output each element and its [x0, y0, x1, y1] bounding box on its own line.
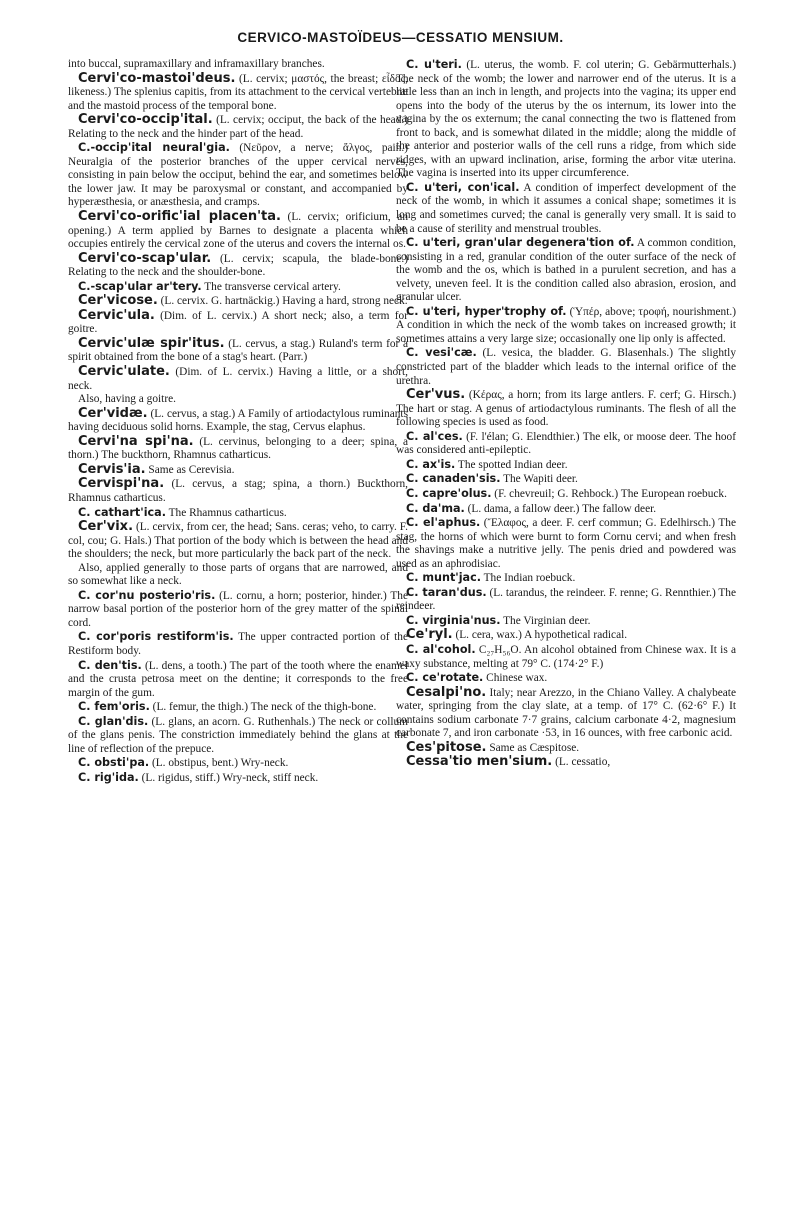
entry-definition: (Κέρας, a horn; from its large antlers. F. cerf; G. Hirsch.) The hart or stag. A genus of artiodactylous ruminants. The flesh of all the following species is used as food.: [396, 389, 736, 429]
dictionary-entry: [68, 407, 408, 435]
dictionary-entry: [396, 586, 736, 614]
entry-definition: (F. chevreuil; G. Rehbock.) The European roebuck.: [491, 487, 727, 500]
entry-headword: Cervispi'na.: [78, 476, 165, 492]
entry-definition: Italy; near Arezzo, in the Chiano Valley. A chalybeate water, springing from the clay slate, at a temp. of 17° C. (62·6° F.) It contains sodium carbonate 7·7 grains, calcium carbonate 4·2, magnesium carbonate 7, and iron carbonate ·53, in 16 ounces, with free carbonic acid.: [396, 686, 736, 740]
entry-definition: (L. vesica, the bladder. G. Blasenhals.) The slightly constricted part of the bladder which leads to the internal orifice of the urethra.: [396, 347, 736, 387]
dictionary-entry: [396, 755, 736, 770]
entry-definition: Also, applied generally to those parts of organs that are narrowed, and so somewhat like a neck.: [68, 561, 408, 588]
entry-definition: The Wapiti deer.: [500, 473, 578, 486]
entry-headword: C. capre'olus.: [406, 486, 492, 500]
entry-definition: (Ἔλαφος, a deer. F. cerf commun; G. Edelhirsch.) The stag, the horns of which were burnt to form Cornu cervi; and when fresh the shavings make a nutritive jelly. The penis dried and powdered was used as an aphrodisiac.: [396, 517, 736, 570]
entry-definition: (L. rigidus, stiff.) Wry-neck, stiff neck.: [138, 771, 319, 784]
entry-definition: (Ὑπέρ, above; τροφή, nourishment.) A condition in which the neck of the womb takes on increased growth; it sometimes attains a very large size; occasionally one lip only is affected.: [396, 305, 736, 345]
dictionary-entry: [68, 294, 408, 309]
entry-definition: (Dim. of L. cervix.) A short neck; also, a term for goitre.: [68, 309, 408, 336]
left-column: [68, 58, 408, 785]
entry-headword: C. obsti'pa.: [78, 756, 150, 770]
dictionary-entry: [396, 671, 736, 686]
entry-definition: The spotted Indian deer.: [455, 458, 568, 471]
entry-headword: C.-occip'ital neural'gia.: [78, 141, 230, 155]
entry-definition: Also, having a goitre.: [78, 393, 176, 406]
dictionary-entry: [68, 506, 408, 521]
dictionary-entry: [68, 715, 408, 757]
entry-definition: (L. dens, a tooth.) The part of the tooth where the enamel and the crusta petrosa meet on the dentine; it corresponds to the free margin of the gum.: [68, 659, 409, 699]
entry-headword: Cer'vus.: [406, 387, 466, 403]
dictionary-entry: [396, 628, 736, 643]
entry-headword: Cervi'na spi'na.: [78, 433, 194, 449]
entry-definition: (L. glans, an acorn. G. Ruthenhals.) The neck or collum of the glans penis. The constriction immediately behind the glans at the line of reflection of the prepuce.: [68, 715, 409, 755]
entry-definition: into buccal, supramaxillary and inframaxillary branches.: [68, 58, 325, 70]
entry-definition: (L. dama, a fallow deer.) The fallow deer.: [464, 502, 657, 515]
dictionary-entry: [68, 337, 408, 365]
entry-definition: A condition of imperfect development of the neck of the womb, in which it assumes a conical shape; sometimes it is long and sometimes curved; the canal is generally very small. It is said to be a cause of sterility and menstrual troubles.: [396, 181, 736, 235]
dictionary-entry: [68, 309, 408, 337]
dictionary-entry: [396, 516, 736, 571]
entry-headword: Cervi'co-mastoi'deus.: [78, 70, 236, 86]
dictionary-entry: [396, 686, 736, 741]
dictionary-entry: [68, 58, 408, 72]
dictionary-entry: [68, 210, 408, 252]
dictionary-entry: [68, 589, 408, 631]
entry-headword: C. da'ma.: [406, 501, 465, 515]
entry-definition: (L. cervix; scapula, the blade-bone.) Relating to the neck and the shoulder-bone.: [68, 252, 408, 279]
entry-headword: C. u'teri, gran'ular degenera'tion of.: [406, 236, 635, 250]
entry-headword: Cervic'ulate.: [78, 364, 170, 380]
dictionary-entry: [68, 72, 408, 114]
entry-definition: (Dim. of L. cervix.) Having a little, or a short, neck.: [68, 366, 408, 392]
entry-definition: (L. tarandus, the reindeer. F. renne; G. Rennthier.) The reindeer.: [396, 586, 737, 613]
right-column: [396, 58, 736, 770]
entry-headword: C. fem'oris.: [78, 700, 150, 714]
entry-headword: C. canaden'sis.: [406, 472, 501, 486]
entry-definition: (L. cervus, a stag.) Ruland's term for a spirit obtained from the bone of a stag's heart. (Parr.): [68, 337, 408, 364]
dictionary-entry: [68, 463, 408, 478]
entry-definition: The upper contracted portion of the Restiform body.: [68, 631, 409, 657]
entry-definition: (L. cervix; μαστός, the breast; εἶδος, likeness.) The splenius capitis, from its attachment to the cervical vertebræ and the mastoid process of the temporal bone.: [68, 72, 408, 112]
entry-headword: Cervis'ia.: [78, 461, 146, 477]
entry-definition: (F. l'élan; G. Elendthier.) The elk, or moose deer. The hoof was considered anti-epileptic.: [396, 430, 736, 457]
entry-headword: Cer'vicose.: [78, 293, 158, 309]
entry-definition: The Indian roebuck.: [480, 572, 576, 585]
entry-headword: Cer'vidæ.: [78, 405, 148, 421]
entry-definition: The Virginian deer.: [500, 614, 591, 627]
entry-headword: C. u'teri, con'ical.: [406, 180, 520, 194]
entry-headword: C. u'teri, hyper'trophy of.: [406, 304, 567, 318]
dictionary-entry: [68, 520, 408, 562]
entry-definition: (L. femur, the thigh.) The neck of the thigh-bone.: [149, 701, 377, 714]
entry-headword: Cer'vix.: [78, 519, 134, 535]
dictionary-entry: [396, 430, 736, 458]
entry-headword: C. den'tis.: [78, 658, 142, 672]
entry-headword: Cervi'co-orific'ial placen'ta.: [78, 209, 281, 225]
entry-headword: C. ce'rotate.: [406, 671, 484, 685]
entry-definition: (L. cervus, a stag.) A Family of artiodactylous ruminants having deciduous solid horns. Example, the stag, Cervus elaphus.: [68, 407, 408, 434]
dictionary-entry: [396, 346, 736, 388]
dictionary-entry: [396, 58, 736, 181]
dictionary-entry: [68, 365, 408, 393]
dictionary-entry: [396, 472, 736, 487]
entry-headword: C. al'cohol.: [406, 642, 476, 656]
entry-definition: (L. cervix, from cer, the head; Sans. ceras; veho, to carry. F. col, cou; G. Hals.) That portion of the body which is between the head and the shoulders; the neck, but more particularly the back part of the neck.: [68, 521, 408, 561]
entry-headword: C. el'aphus.: [406, 516, 481, 530]
dictionary-entry: [396, 305, 736, 347]
entry-definition: The transverse cervical artery.: [201, 280, 341, 293]
dictionary-entry: [396, 614, 736, 629]
entry-headword: C. taran'dus.: [406, 585, 487, 599]
entry-headword: C. cathart'ica.: [78, 505, 166, 519]
entry-headword: C.-scap'ular ar'tery.: [78, 279, 202, 293]
entry-definition: Same as Cæspitose.: [486, 741, 580, 754]
entry-definition: (L. uterus, the womb. F. col uterin; G. Gebärmutterhals.) The neck of the womb; the lower and narrower end of the uterus. It is a little less than an inch in length, and projects into the vagina; its upper end opens into the body of the uterus by the os internum, its lower into the vagina by the os externum; the canal connecting the two is flattened from front to back, and is somewhat dilated in the middle; along the middle of the anterior and posterior walls of the cell runs a ridge, from which side ridges, with an upward inclination, arise, forming the arbor vitæ uterina. The vagina is inserted into its upper circumference.: [396, 59, 736, 180]
entry-definition: (L. cervus, a stag; spina, a thorn.) Buckthorn, Rhamnus catharticus.: [68, 478, 408, 504]
entry-headword: C. ax'is.: [406, 457, 456, 471]
entry-definition: Same as Cerevisia.: [145, 463, 235, 476]
entry-definition: (L. cera, wax.) A hypothetical radical.: [452, 629, 628, 642]
entry-definition: (Νεῦρον, a nerve; ἄλγος, pain.) Neuralgia of the posterior branches of the upper cervical nerves, consisting in pain below the occiput, behind the ear, and sometimes below the lower jaw. It may be paroxysmal or constant, and accompanied by hyperæsthesia, or anæsthesia, and cramps.: [68, 142, 408, 209]
entry-headword: C. u'teri.: [406, 58, 462, 71]
dictionary-entry: [396, 236, 736, 305]
dictionary-entry: [68, 280, 408, 295]
entry-definition: (L. cervix; orificium, an opening.) A term applied by Barnes to designate a placenta which occupies entirely the cervical zone of the uterus and covers the internal os.: [68, 211, 408, 251]
entry-headword: Cervi'co-scap'ular.: [78, 250, 212, 266]
dictionary-entry: [68, 771, 408, 786]
dictionary-entry: [68, 477, 408, 505]
entry-definition: (L. cervix; occiput, the back of the head.) Relating to the neck and the hinder part of the head.: [68, 114, 408, 140]
dictionary-entry: [68, 435, 408, 463]
entry-definition: (L. obstipus, bent.) Wry-neck.: [149, 757, 289, 770]
dictionary-entry: [68, 252, 408, 280]
entry-definition: Chinese wax.: [483, 672, 548, 685]
dictionary-entry: [396, 502, 736, 517]
entry-headword: C. munt'jac.: [406, 571, 481, 585]
dictionary-entry: [396, 487, 736, 502]
page-header: CERVICO-MASTOÏDEUS—CESSATIO MENSIUM.: [237, 30, 564, 45]
entry-headword: C. vesi'cæ.: [406, 346, 477, 360]
entry-definition: The Rhamnus catharticus.: [165, 506, 287, 519]
dictionary-entry: [68, 562, 408, 589]
dictionary-entry: [68, 756, 408, 771]
entry-headword: C. virginia'nus.: [406, 613, 501, 627]
entry-headword: C. rig'ida.: [78, 770, 139, 784]
entry-definition: (L. cervinus, belonging to a deer; spina, a thorn.) The buckthorn, Rhamnus catharticus.: [68, 435, 408, 462]
dictionary-entry: [68, 141, 408, 210]
entry-headword: C. cor'nu posterio'ris.: [78, 588, 216, 602]
entry-headword: C. glan'dis.: [78, 714, 149, 728]
entry-headword: C. al'ces.: [406, 429, 463, 443]
entry-headword: Cessa'tio men'sium.: [406, 754, 553, 770]
entry-headword: Cervi'co-occip'ital.: [78, 112, 213, 128]
dictionary-entry: [396, 571, 736, 586]
entry-definition: A common condition, consisting in a red, granular condition of the outer surface of the neck of the womb and the os, which is bathed in a purulent secretion, and has a velvety, uneven feel. It is the condition called also abrasion, erosion, and granular ulcer.: [396, 237, 736, 304]
dictionary-entry: [68, 700, 408, 715]
entry-headword: Cervic'ula.: [78, 307, 155, 323]
entry-headword: Cesalpi'no.: [406, 684, 487, 700]
entry-definition: (L. cornu, a horn; posterior, hinder.) The narrow basal portion of the posterior horn of the grey matter of the spinal cord.: [68, 589, 408, 629]
entry-definition: (L. cessatio,: [552, 756, 611, 769]
entry-definition: C₂₇H₅₆O. An alcohol obtained from Chinese wax. It is a waxy substance, melting at 79° C. (174·2° F.): [396, 643, 737, 670]
dictionary-entry: [396, 181, 736, 236]
dictionary-entry: [396, 643, 736, 671]
dictionary-entry: [396, 458, 736, 473]
dictionary-entry: [68, 113, 408, 141]
dictionary-entry: [68, 659, 408, 701]
entry-definition: (L. cervix. G. hartnäckig.) Having a hard, strong neck.: [157, 295, 408, 308]
dictionary-entry: [68, 393, 408, 407]
entry-headword: Ces'pitose.: [406, 739, 487, 755]
dictionary-entry: [396, 741, 736, 756]
entry-headword: C. cor'poris restiform'is.: [78, 630, 234, 644]
entry-headword: Cervic'ulæ spir'itus.: [78, 335, 225, 351]
entry-headword: Ce'ryl.: [406, 627, 453, 643]
dictionary-entry: [68, 630, 408, 658]
dictionary-entry: [396, 388, 736, 430]
